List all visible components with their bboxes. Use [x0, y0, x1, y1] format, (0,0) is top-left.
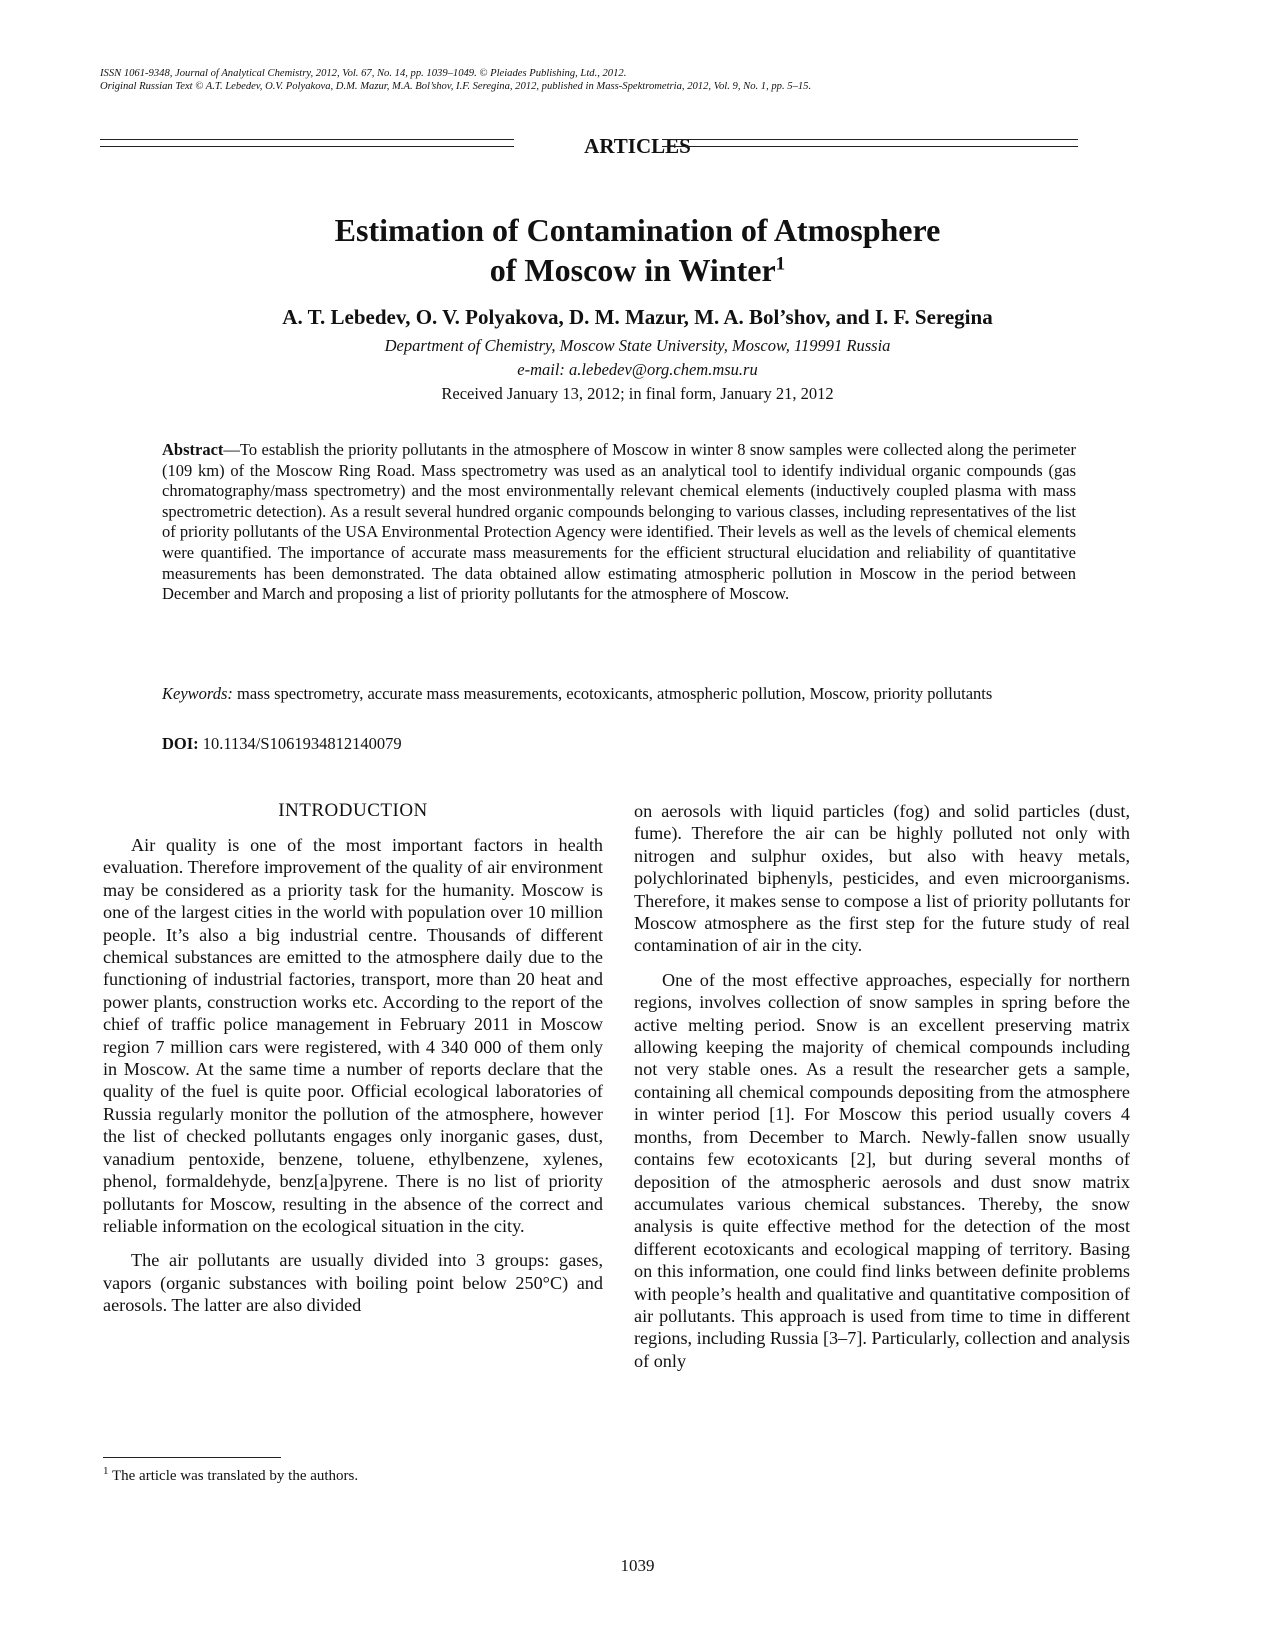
keywords	[162, 684, 1076, 705]
article-title	[0, 210, 1275, 290]
journal-citation-line: ISSN 1061-9348, Journal of Analytical Chemistry, 2012, Vol. 67, No. 14, pp. 1039–1049. © Pleiades Publishing, Ltd., 2012.	[100, 68, 627, 79]
section-rule-right	[662, 139, 1078, 147]
keywords-text: mass spectrometry, accurate mass measurements, ecotoxicants, atmospheric pollution, Moscow, priority pollutants	[232, 684, 993, 703]
footnote-text: The article was translated by the authors.	[108, 1468, 359, 1484]
abstract-text: —To establish the priority pollutants in the atmosphere of Moscow in winter 8 snow samples were collected along the perimeter (109 km) of the Moscow Ring Road. Mass spectrometry was used as an analytical tool to identify individual organic compounds (gas chromatography/mass spectrometry) and the most environmentally relevant chemical elements (inductively coupled plasma with mass spectrometric detection). As a result several hundred organic compounds belonging to various classes, including representatives of the list of priority pollutants of the USA Environmental Protection Agency were identified. Their levels as well as the levels of chemical elements were quantified. The importance of accurate mass measurements for the efficient structural elucidation and reliability of quantitative measurements has been demonstrated. The data obtained allow estimating atmospheric pollution in Moscow in the period between December and March and proposing a list of priority pollutants for the atmosphere of Moscow.	[162, 440, 1076, 604]
title-line-2: of Moscow in Winter$^1$	[489, 252, 786, 288]
affiliation: Department of Chemistry, Moscow State University, Moscow, 119991 Russia	[384, 336, 891, 355]
doi-value: 10.1134/S1061934812140079	[198, 734, 402, 753]
author-list: A. T. Lebedev, O. V. Polyakova, D. M. Mazur, M. A. Bol’shov, and I. F. Seregina	[282, 305, 993, 329]
intro-paragraph-2: The air pollutants are usually divided into 3 groups: gases, vapors (organic substances with boiling point below 250°C) and aerosols. The latter are also divided	[103, 1250, 603, 1316]
received-dates: Received January 13, 2012; in final form, January 21, 2012	[441, 384, 834, 403]
intro-paragraph-1: Air quality is one of the most important factors in health evaluation. Therefore improvement of the quality of air environment may be considered as a priority task for the humanity. Moscow is one of the largest cities in the world with population over 10 million people. It’s also a big industrial centre. Thousands of different chemical substances are emitted to the atmosphere daily due to the functioning of industrial factories, transport, more than 20 heat and power plants, construction works etc. According to the report of the chief of traffic police management in February 2011 in Moscow region 7 million cars were registered, with 4 340 000 of them only in Moscow. At the same time a number of reports declare that the quality of the fuel is quite poor. Official ecological laboratories of Russia regularly monitor the pollution of the atmosphere, however the list of checked pollutants engages only inorganic gases, dust, vanadium pentoxide, benzene, toluene, ethylbenzene, xylenes, phenol, formaldehyde, benz[a]pyrene. There is no list of priority pollutants for Moscow, resulting in the absence of the correct and reliable information on the ecological situation in the city.	[103, 835, 603, 1236]
title-footnote-mark: 1	[775, 253, 786, 275]
author-email: e-mail: a.lebedev@org.chem.msu.ru	[517, 360, 758, 379]
abstract-label: Abstract	[162, 440, 224, 459]
section-tag: ARTICLES	[584, 134, 691, 158]
doi-label: DOI:	[162, 734, 199, 753]
introduction-heading: INTRODUCTION	[278, 800, 428, 821]
abstract	[162, 440, 1076, 605]
keywords-label: Keywords:	[162, 684, 233, 703]
footnote-rule	[103, 1457, 281, 1458]
right-column	[634, 800, 1130, 1384]
doi	[162, 734, 402, 754]
intro-paragraph-2-continued: on aerosols with liquid particles (fog) and solid particles (dust, fume). Therefore the air can be highly polluted not only with nitrogen and sulphur oxides, but also with heavy metals, polychlorinated biphenyls, pesticides, and even microorganisms. Therefore, it makes sense to compose a list of priority pollutants for Moscow atmosphere as the first step for the future study of real contamination of air in the city.	[634, 801, 1130, 956]
left-column	[103, 834, 603, 1329]
footnote-mark: 1	[103, 1465, 109, 1477]
page-number: 1039	[620, 1556, 655, 1575]
title-line-1: Estimation of Contamination of Atmosphere	[334, 212, 941, 248]
intro-paragraph-3: One of the most effective approaches, especially for northern regions, involves collection of snow samples in spring before the active melting period. Snow is an excellent preserving matrix allowing keeping the majority of chemical compounds including not very stable ones. As a result the researcher gets a sample, containing all chemical compounds depositing from the atmosphere in winter period [1]. For Moscow this period usually covers 4 months, from December to March. Newly-fallen snow usually contains few ecotoxicants [2], but during several months of deposition of the atmospheric aerosols and dust snow matrix accumulates various chemical substances. Thereby, the snow analysis is quite effective method for the detection of the most different ecotoxicants and ecological mapping of territory. Basing on this information, one could find links between definite problems with people’s health and qualitative and quantitative composition of air pollutants. This approach is used from time to time in different regions, including Russia [3–7]. Particularly, collection and analysis of only	[634, 969, 1130, 1371]
original-text-line: Original Russian Text © A.T. Lebedev, O.V. Polyakova, D.M. Mazur, M.A. Bol’shov, I.F. Seregina, 2012, published in Mass-Spektrometria, 2012, Vol. 9, No. 1, pp. 5–15.	[100, 81, 812, 92]
footnote	[103, 1465, 358, 1485]
